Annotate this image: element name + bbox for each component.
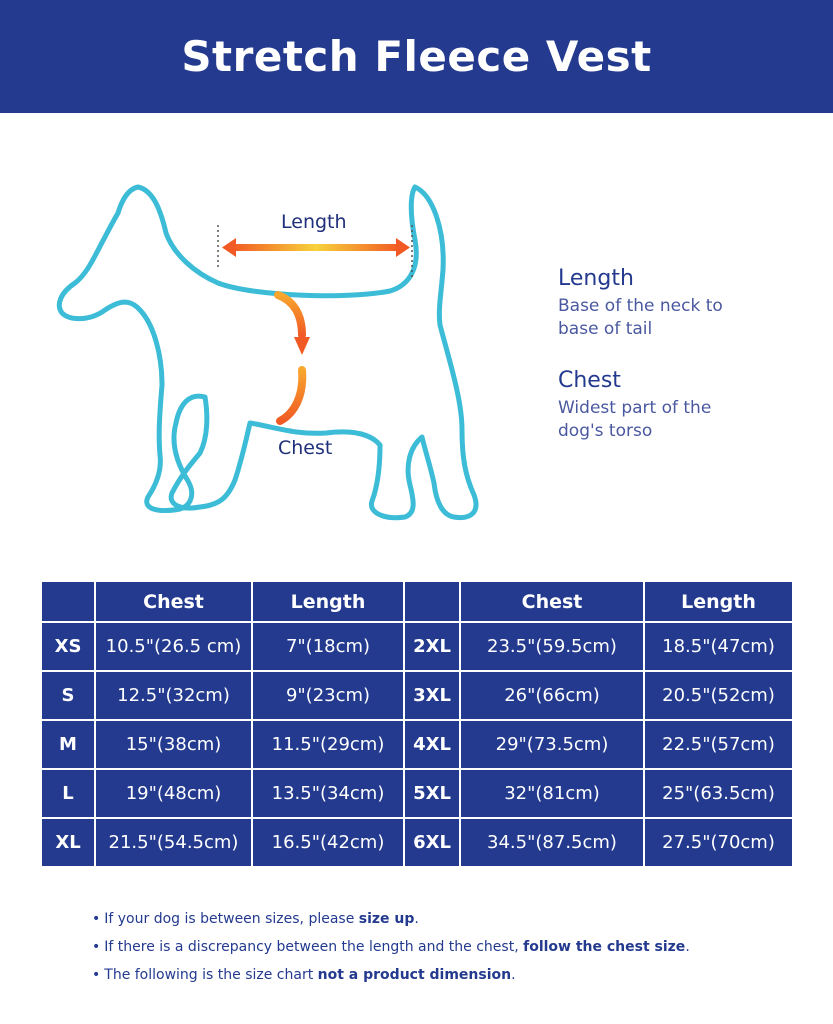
size-cell: L <box>42 770 94 817</box>
length-cell: 22.5"(57cm) <box>645 721 792 768</box>
note-text: If your dog is between sizes, please <box>104 911 359 927</box>
length-cell: 27.5"(70cm) <box>645 819 792 866</box>
note-end: . <box>414 911 419 927</box>
note-item <box>92 933 690 961</box>
length-arrow <box>222 238 410 257</box>
chest-cell: 15"(38cm) <box>96 721 251 768</box>
length-cell: 16.5"(42cm) <box>253 819 403 866</box>
bullet-glyph: • <box>92 967 101 983</box>
size-cell: 2XL <box>405 623 459 670</box>
chest-cell: 29"(73.5cm) <box>461 721 643 768</box>
header-length-2: Length <box>645 582 792 621</box>
legend-length-line1: Base of the neck to <box>558 296 723 316</box>
header-size-blank <box>42 582 94 621</box>
page-title: Stretch Fleece Vest <box>181 32 652 81</box>
note-end: . <box>685 939 690 955</box>
length-cell: 13.5"(34cm) <box>253 770 403 817</box>
legend-chest <box>558 368 818 443</box>
sizing-notes <box>92 905 690 989</box>
size-cell: XL <box>42 819 94 866</box>
length-cell: 20.5"(52cm) <box>645 672 792 719</box>
note-text: If there is a discrepancy between the length and the chest, <box>104 939 524 955</box>
size-cell: 6XL <box>405 819 459 866</box>
table-row <box>42 672 792 719</box>
size-cell: M <box>42 721 94 768</box>
note-item <box>92 905 690 933</box>
size-cell: 4XL <box>405 721 459 768</box>
size-cell: S <box>42 672 94 719</box>
diagram-chest-label: Chest <box>278 437 333 459</box>
size-cell: 5XL <box>405 770 459 817</box>
chest-cell: 26"(66cm) <box>461 672 643 719</box>
chest-cell: 12.5"(32cm) <box>96 672 251 719</box>
header-chest-2: Chest <box>461 582 643 621</box>
size-chart-table <box>40 580 794 868</box>
table-header-row <box>42 582 792 621</box>
chest-cell: 34.5"(87.5cm) <box>461 819 643 866</box>
header-length: Length <box>253 582 403 621</box>
table-row <box>42 819 792 866</box>
chest-cell: 19"(48cm) <box>96 770 251 817</box>
header-chest: Chest <box>96 582 251 621</box>
table-row <box>42 721 792 768</box>
chest-arrow <box>278 295 310 421</box>
legend-length-line2: base of tail <box>558 319 653 339</box>
table-row <box>42 770 792 817</box>
header-size-blank-2 <box>405 582 459 621</box>
chest-cell: 10.5"(26.5 cm) <box>96 623 251 670</box>
legend-length-title: Length <box>558 266 634 291</box>
table-row <box>42 623 792 670</box>
header-banner <box>0 0 833 113</box>
length-cell: 18.5"(47cm) <box>645 623 792 670</box>
length-cell: 11.5"(29cm) <box>253 721 403 768</box>
dog-outline-svg <box>50 175 480 545</box>
size-cell: 3XL <box>405 672 459 719</box>
note-text: The following is the size chart <box>104 967 318 983</box>
size-cell: XS <box>42 623 94 670</box>
dog-measurement-diagram <box>50 175 480 545</box>
chest-cell: 23.5"(59.5cm) <box>461 623 643 670</box>
dog-outline <box>59 187 476 518</box>
note-emphasis: size up <box>358 911 415 927</box>
bullet-glyph: • <box>92 939 101 955</box>
chest-cell: 21.5"(54.5cm) <box>96 819 251 866</box>
legend-chest-line1: Widest part of the <box>558 398 712 418</box>
length-cell: 25"(63.5cm) <box>645 770 792 817</box>
note-emphasis: follow the chest size <box>523 939 686 955</box>
chest-cell: 32"(81cm) <box>461 770 643 817</box>
diagram-length-label: Length <box>281 211 347 233</box>
note-emphasis: not a product dimension <box>317 967 512 983</box>
legend-length <box>558 266 818 341</box>
note-end: . <box>511 967 516 983</box>
bullet-glyph: • <box>92 911 101 927</box>
legend-chest-title: Chest <box>558 368 621 393</box>
length-cell: 9"(23cm) <box>253 672 403 719</box>
note-item <box>92 961 690 989</box>
legend-chest-line2: dog's torso <box>558 421 653 441</box>
length-cell: 7"(18cm) <box>253 623 403 670</box>
